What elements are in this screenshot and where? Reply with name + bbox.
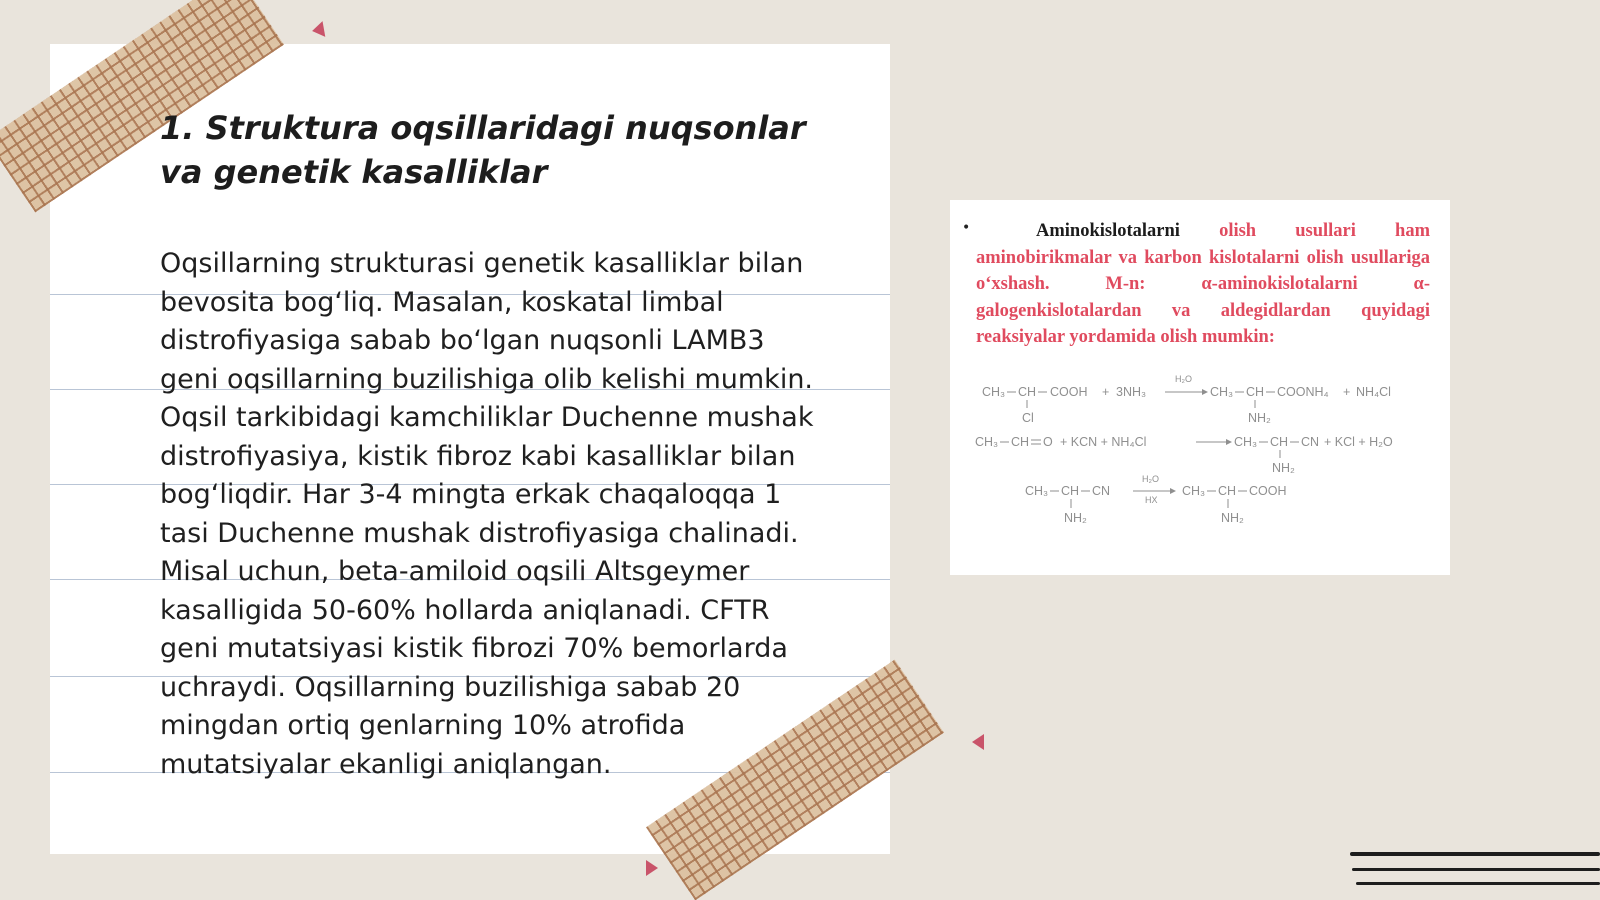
r1-right-ch: CH xyxy=(1246,385,1265,399)
decorative-stroke xyxy=(1352,868,1600,871)
tape-tip-decoration xyxy=(311,21,326,39)
r1-plus-2: + xyxy=(1343,385,1351,399)
r3-sub-nh2-right: NH₂ xyxy=(1221,511,1244,525)
slide-title: 1. Struktura oqsillaridagi nuqsonlar va genetik kasalliklar xyxy=(160,109,806,191)
r2-left-ch3: CH₃ xyxy=(975,435,999,449)
r1-condition: H₂O xyxy=(1175,374,1192,384)
r3-right-cooh: COOH xyxy=(1249,484,1287,498)
r1-reagent: 3NH₃ xyxy=(1116,385,1147,399)
r1-right-ch3: CH₃ xyxy=(1210,385,1234,399)
tape-tip-decoration xyxy=(646,860,658,876)
r2-right-ch3: CH₃ xyxy=(1234,435,1258,449)
r2-reagents: + KCN + NH₄Cl xyxy=(1060,435,1147,449)
figure-paragraph-rest: olish usullari ham aminobirikmalar va karbon kislotalarni olish usullariga o‘xshash. M-n: α-aminokislotalarni α-galogenkislotalardan va aldegidlardan quyidagi reaksiyalar yordamida olish mumkin: xyxy=(976,221,1430,347)
r1-plus: + xyxy=(1102,385,1110,399)
r3-sub-nh2-left: NH₂ xyxy=(1064,511,1087,525)
r2-byproducts: + KCl + H₂O xyxy=(1324,435,1393,449)
r3-condition-top: H₂O xyxy=(1142,474,1159,484)
decorative-stroke xyxy=(1350,852,1600,856)
r2-left-ch: CH xyxy=(1011,435,1030,449)
bullet-dot: • xyxy=(962,220,971,236)
r1-left-ch3: CH₃ xyxy=(982,385,1006,399)
r1-left-cooh: COOH xyxy=(1050,385,1088,399)
r3-right-ch: CH xyxy=(1218,484,1237,498)
r3-left-ch: CH xyxy=(1061,484,1080,498)
r1-sub-cl: Cl xyxy=(1022,411,1034,425)
r1-right-coonh4: COONH₄ xyxy=(1277,385,1329,399)
r1-left-ch: CH xyxy=(1018,385,1037,399)
r3-condition-bottom: HX xyxy=(1145,495,1158,505)
r3-left-ch3: CH₃ xyxy=(1025,484,1049,498)
r1-sub-nh2: NH₂ xyxy=(1248,411,1271,425)
slide-body-text: Oqsillarning strukturasi genetik kasalliklar bilan bevosita bog‘liq. Masalan, koskatal limbal distrofiyasiga sabab bo‘lgan nuqsonli LAMB3 geni oqsillarning buzilishiga olib kelishi mumkin. Oqsil tarkibidagi kamchiliklar Duchenne mushak distrofiyasiya, kistik fibroz kabi kasalliklar bilan bog‘liqdir. Har 3-4 mingta erkak chaqaloqqa 1 tasi Duchenne mushak distrofiyasiga chalinadi. Misal uchun, beta-amiloid oqsili Altsgeymer kasalligida 50-60% hollarda aniqlanadi. CFTR geni mutatsiyasi kistik fibrozi 70% bemorlarda uchraydi. Oqsillarning buzilishiga sabab 20 mingdan ortiq genlarning 10% atrofida mutatsiyalar ekanligi aniqlangan. xyxy=(160,248,814,780)
r2-right-ch: CH xyxy=(1270,435,1289,449)
figure-paragraph-lead: Aminokislotalarni xyxy=(1036,221,1180,241)
tape-tip-decoration xyxy=(972,734,984,750)
r3-left-cn: CN xyxy=(1092,484,1111,498)
r1-byproduct: NH₄Cl xyxy=(1356,385,1391,399)
r2-right-cn: CN xyxy=(1301,435,1320,449)
r2-sub-nh2: NH₂ xyxy=(1272,461,1295,475)
r3-right-ch3: CH₃ xyxy=(1182,484,1206,498)
reaction-equations xyxy=(950,200,1450,575)
decorative-stroke xyxy=(1356,882,1600,885)
reaction-figure xyxy=(950,200,1450,575)
r2-left-o: O xyxy=(1043,435,1053,449)
